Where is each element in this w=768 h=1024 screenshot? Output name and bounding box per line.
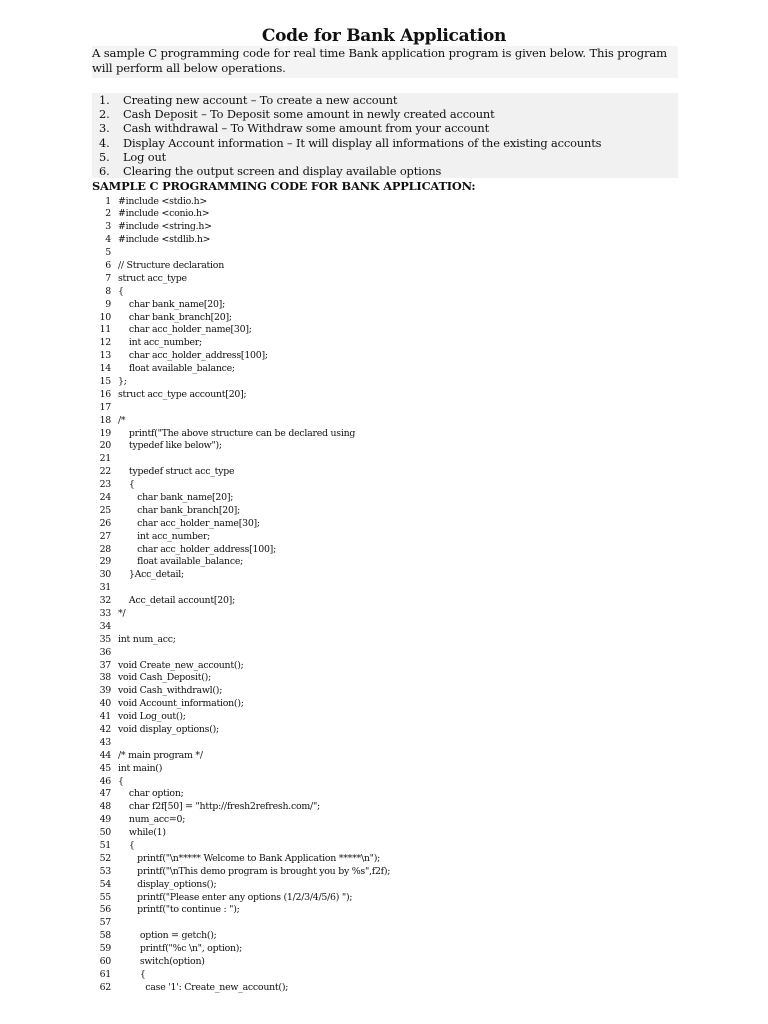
operation-number: 2. (99, 107, 110, 122)
code-text: { (118, 840, 135, 852)
operation-item (92, 164, 678, 178)
code-line (92, 479, 692, 492)
code-text: { (118, 285, 124, 297)
line-number: 19 (99, 427, 111, 439)
code-line (92, 853, 692, 866)
operation-number: 3. (99, 121, 110, 136)
line-number: 20 (99, 440, 111, 452)
code-text: int main() (118, 762, 163, 774)
line-number: 24 (99, 491, 111, 503)
line-number: 15 (99, 375, 111, 387)
section-heading: SAMPLE C PROGRAMMING CODE FOR BANK APPLICATION: (92, 179, 476, 193)
code-text: num_acc=0; (118, 814, 186, 826)
operation-item (92, 107, 678, 121)
code-line (92, 763, 692, 776)
code-line (92, 492, 692, 505)
line-number: 36 (99, 646, 111, 658)
operation-text: Clearing the output screen and display available options (123, 164, 442, 179)
code-text: void Cash_withdrawl(); (118, 685, 223, 697)
code-text: printf("%c \n", option); (118, 943, 243, 955)
code-line (92, 866, 692, 879)
operation-text: Creating new account – To create a new account (123, 93, 398, 107)
line-number: 41 (99, 711, 111, 723)
line-number: 5 (105, 247, 111, 259)
line-number: 29 (99, 556, 111, 568)
code-line (92, 208, 692, 221)
code-line (92, 788, 692, 801)
code-line (92, 685, 692, 698)
line-number: 44 (99, 749, 111, 761)
line-number: 62 (99, 981, 111, 993)
line-number: 1 (105, 195, 111, 207)
code-line (92, 672, 692, 685)
line-number: 39 (99, 685, 111, 697)
line-number: 37 (99, 659, 111, 671)
line-number: 21 (99, 453, 111, 465)
operation-number: 5. (99, 149, 110, 164)
code-text: char option; (118, 788, 184, 800)
line-number: 52 (99, 852, 111, 864)
line-number: 42 (99, 724, 111, 736)
code-line (92, 260, 692, 273)
code-line (92, 299, 692, 312)
code-line (92, 982, 692, 995)
line-number: 33 (99, 608, 111, 619)
code-text: printf("\n***** Welcome to Bank Application *****\n"); (118, 852, 381, 864)
line-number: 59 (99, 943, 111, 955)
code-text: while(1) (118, 827, 166, 839)
code-text: #include <stdio.h> (118, 195, 207, 207)
code-text: }Acc_detail; (118, 569, 184, 581)
code-line (92, 879, 692, 892)
line-number: 8 (105, 285, 111, 297)
code-text: char bank_branch[20]; (118, 504, 240, 516)
code-text: // Structure declaration (118, 259, 224, 271)
code-line (92, 453, 692, 466)
operation-item (92, 93, 678, 107)
code-line (92, 621, 692, 634)
operation-item (92, 150, 678, 164)
code-line (92, 544, 692, 557)
code-text: struct acc_type account[20]; (118, 388, 247, 400)
line-number: 17 (99, 401, 111, 413)
line-number: 46 (99, 775, 111, 787)
code-text: option = getch(); (118, 930, 217, 942)
line-number: 6 (105, 259, 111, 271)
code-line (92, 440, 692, 453)
line-number: 10 (99, 311, 111, 323)
code-text: typedef like below"); (118, 440, 222, 452)
line-number: 25 (99, 504, 111, 516)
code-text: struct acc_type (118, 272, 187, 284)
code-line (92, 930, 692, 943)
line-number: 60 (99, 956, 111, 968)
line-number: 30 (99, 569, 111, 581)
code-text: char acc_holder_address[100]; (118, 350, 268, 362)
code-text: printf("Please enter any options (1/2/3/4/5/6) "); (118, 891, 353, 903)
code-text: /* (118, 414, 126, 426)
code-line (92, 814, 692, 827)
code-line (92, 518, 692, 531)
code-text: /* main program */ (118, 749, 203, 761)
line-number: 53 (99, 865, 111, 877)
line-number: 12 (99, 337, 111, 349)
code-text: case '1': Create_new_account(); (118, 981, 289, 993)
code-text: typedef struct acc_type (118, 466, 235, 478)
code-line (92, 647, 692, 660)
line-number: 9 (105, 298, 111, 310)
code-text: float available_balance; (118, 363, 235, 375)
code-line (92, 737, 692, 750)
code-line (92, 337, 692, 350)
page-title: Code for Bank Application (261, 26, 507, 46)
code-text: printf("The above structure can be declared using (118, 427, 356, 439)
line-number: 48 (99, 801, 111, 813)
code-line (92, 247, 692, 260)
code-text: printf("\nThis demo program is brought you by %s",f2f); (118, 865, 391, 877)
code-line (92, 402, 692, 415)
code-line (92, 943, 692, 956)
line-number: 11 (99, 324, 111, 336)
operation-item (92, 136, 678, 150)
line-number: 18 (99, 414, 111, 426)
code-line (92, 892, 692, 905)
line-number: 54 (99, 878, 111, 890)
code-line (92, 531, 692, 544)
code-text: void Cash_Deposit(); (118, 672, 211, 684)
code-line (92, 801, 692, 814)
code-line (92, 698, 692, 711)
operation-text: Display Account information – It will display all informations of the existing accounts (123, 135, 602, 150)
operations-list (92, 93, 678, 178)
line-number: 43 (99, 736, 111, 748)
line-number: 56 (99, 904, 111, 916)
code-line (92, 917, 692, 930)
operation-text: Log out (123, 149, 167, 164)
operation-number: 6. (99, 164, 110, 179)
operation-text: Cash withdrawal – To Withdraw some amount from your account (123, 121, 490, 136)
code-line (92, 466, 692, 479)
code-line (92, 350, 692, 363)
line-number: 26 (99, 517, 111, 529)
code-line (92, 595, 692, 608)
code-text: { (118, 775, 124, 787)
code-text: char acc_holder_address[100]; (118, 543, 276, 555)
code-text: #include <stdlib.h> (118, 234, 211, 246)
code-line (92, 711, 692, 724)
code-text: int acc_number; (118, 337, 202, 349)
code-line (92, 827, 692, 840)
code-line (92, 840, 692, 853)
code-text: char acc_holder_name[30]; (118, 324, 252, 336)
line-number: 45 (99, 762, 111, 774)
code-text: printf("to continue : "); (118, 904, 240, 916)
code-line (92, 750, 692, 763)
line-number: 28 (99, 543, 111, 555)
code-text: Acc_detail account[20]; (118, 595, 235, 607)
code-text: { (118, 479, 135, 491)
code-line (92, 608, 692, 621)
code-line (92, 376, 692, 389)
line-number: 38 (99, 672, 111, 684)
code-line (92, 969, 692, 982)
line-number: 40 (99, 698, 111, 710)
code-text: #include <string.h> (118, 221, 212, 233)
line-number: 61 (99, 968, 111, 980)
code-line (92, 273, 692, 286)
code-line (92, 221, 692, 234)
code-line (92, 724, 692, 737)
line-number: 3 (105, 221, 111, 233)
line-number: 14 (99, 363, 111, 375)
line-number: 34 (99, 620, 111, 632)
code-text: int acc_number; (118, 530, 211, 542)
intro-paragraph: A sample C programming code for real time Bank application program is given below. This program will perform all below operations. (92, 46, 678, 78)
line-number: 22 (99, 466, 111, 478)
code-line (92, 660, 692, 673)
line-number: 2 (105, 208, 111, 220)
code-text: void Log_out(); (118, 711, 186, 723)
code-text: }; (118, 375, 127, 387)
operation-number: 1. (99, 93, 110, 107)
code-text: char bank_name[20]; (118, 491, 234, 503)
code-text: char f2f[50] = "http://fresh2refresh.com/"; (118, 801, 320, 813)
operation-text: Cash Deposit – To Deposit some amount in newly created account (123, 107, 495, 122)
code-line (92, 234, 692, 247)
code-line (92, 415, 692, 428)
line-number: 35 (99, 633, 111, 645)
code-line (92, 582, 692, 595)
code-text: void display_options(); (118, 724, 219, 736)
code-line (92, 428, 692, 441)
line-number: 49 (99, 814, 111, 826)
code-text: int num_acc; (118, 633, 176, 645)
line-number: 4 (105, 234, 111, 246)
code-line (92, 776, 692, 789)
line-number: 23 (99, 479, 111, 491)
operation-item (92, 121, 678, 135)
code-listing (92, 196, 692, 995)
code-line (92, 634, 692, 647)
code-text: char acc_holder_name[30]; (118, 517, 260, 529)
code-text: void Account_information(); (118, 698, 244, 710)
code-line (92, 956, 692, 969)
line-number: 16 (99, 388, 111, 400)
line-number: 31 (99, 582, 111, 594)
code-line (92, 505, 692, 518)
line-number: 58 (99, 930, 111, 942)
code-text: float available_balance; (118, 556, 244, 568)
code-text: { (118, 968, 146, 980)
line-number: 57 (99, 917, 111, 929)
line-number: 47 (99, 788, 111, 800)
code-line (92, 389, 692, 402)
line-number: 27 (99, 530, 111, 542)
code-text: switch(option) (118, 956, 205, 968)
code-text: display_options(); (118, 878, 217, 890)
code-text: void Create_new_account(); (118, 659, 244, 671)
line-number: 51 (99, 840, 111, 852)
code-line (92, 569, 692, 582)
code-line (92, 286, 692, 299)
line-number: 55 (99, 891, 111, 903)
line-number: 13 (99, 350, 111, 362)
code-text: char bank_name[20]; (118, 298, 225, 310)
code-line (92, 312, 692, 325)
code-line (92, 363, 692, 376)
code-text: #include <conio.h> (118, 208, 210, 220)
code-text: char bank_branch[20]; (118, 311, 232, 323)
code-line (92, 904, 692, 917)
operation-number: 4. (99, 135, 110, 150)
code-text: */ (118, 608, 126, 619)
code-line (92, 556, 692, 569)
code-line (92, 196, 692, 209)
line-number: 32 (99, 595, 111, 607)
code-line (92, 324, 692, 337)
line-number: 7 (105, 272, 111, 284)
line-number: 50 (99, 827, 111, 839)
